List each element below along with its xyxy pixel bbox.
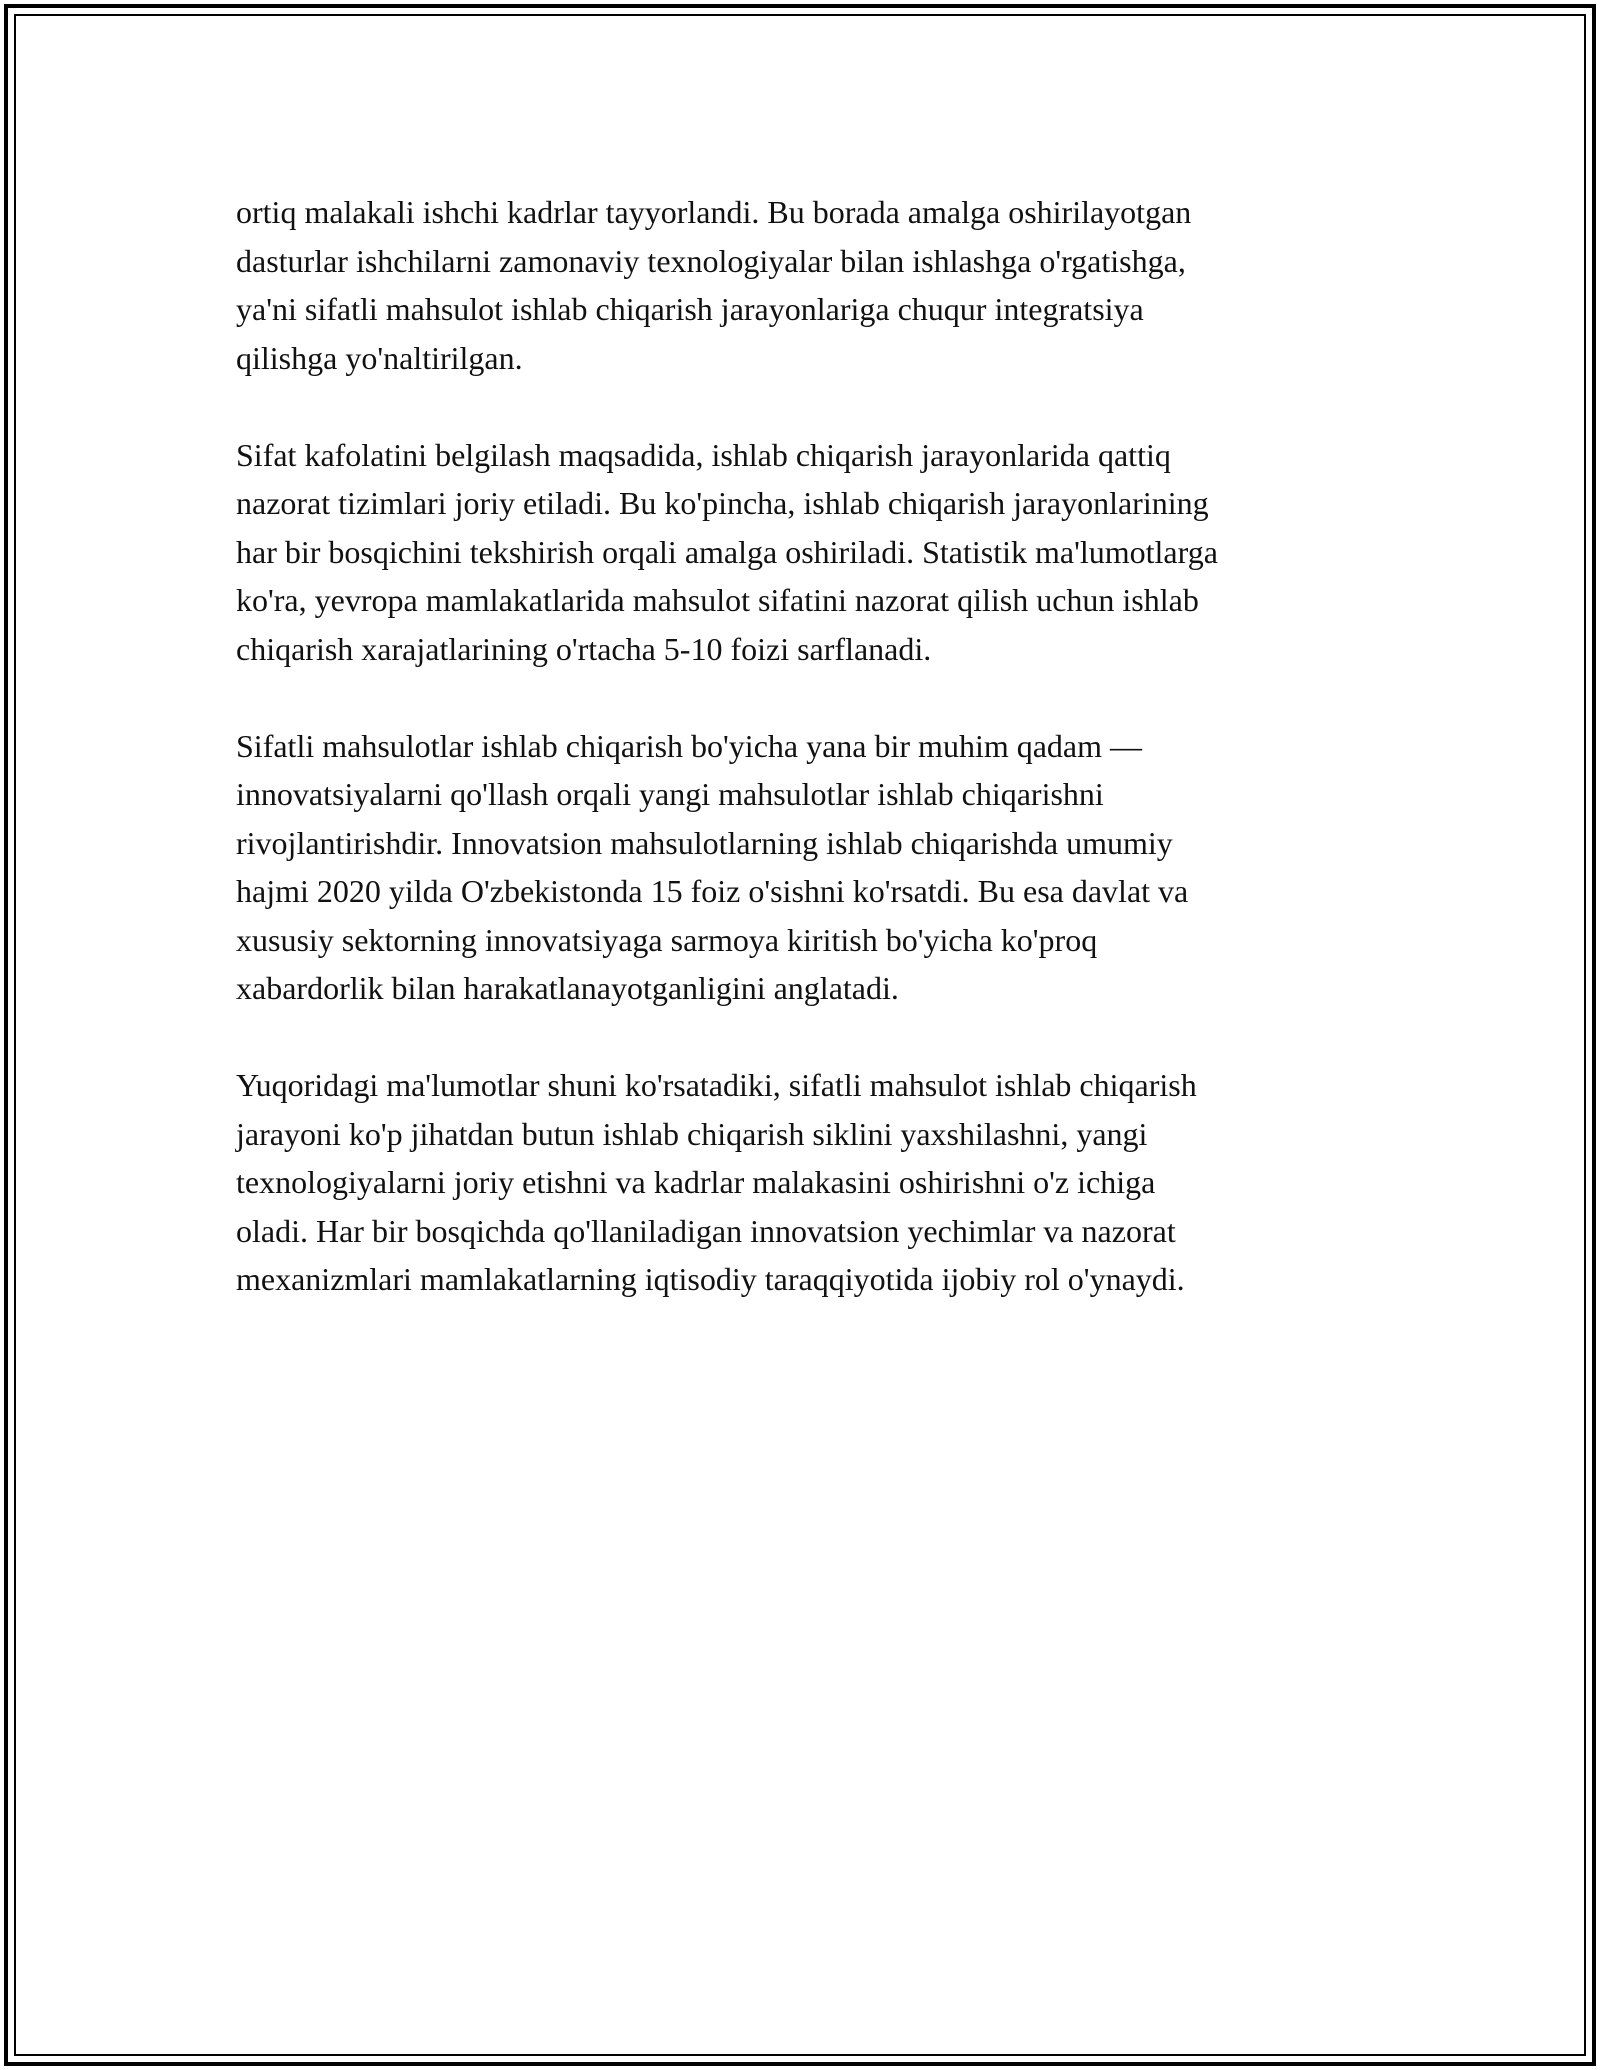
paragraph-3: Sifatli mahsulotlar ishlab chiqarish bo'yicha yana bir muhim qadam — innovatsiyalarni qo'llash orqali yangi mahsulotlar ishlab chiqarishni rivojlantirishdir. Innovatsion mahsulotlarning ishlab chiqarishda umumiy hajmi 2020 yilda O'zbekistonda 15 foiz o'sishni ko'rsatdi. Bu esa davlat va xususiy sektorning innovatsiyaga sarmoya kiritish bo'yicha ko'proq xabardorlik bilan harakatlanayotganligini anglatadi. [236,727,1189,1006]
paragraph-2: Sifat kafolatini belgilash maqsadida, ishlab chiqarish jarayonlarida qattiq nazorat tizimlari joriy etiladi. Bu ko'pincha, ishlab chiqarish jarayonlarining har bir bosqichini tekshirish orqali amalga oshiriladi. Statistik ma'lumotlarga ko'ra, yevropa mamlakatlarida mahsulot sifatini nazorat qilish uchun ishlab chiqarish xarajatlarining o'rtacha 5-10 foizi sarflanadi. [236,436,1218,667]
paragraph-1: ortiq malakali ishchi kadrlar tayyorlandi. Bu borada amalga oshirilayotgan dasturlar ishchilarni zamonaviy texnologiyalar bilan ishlashga o'rgatishga, ya'ni sifatli mahsulot ishlab chiqarish jarayonlariga chuqur integratsiya qilishga yo'naltirilgan. [236,194,1192,376]
paragraph-4: Yuqoridagi ma'lumotlar shuni ko'rsatadiki, sifatli mahsulot ishlab chiqarish jarayoni ko'p jihatdan butun ishlab chiqarish siklini yaxshilashni, yangi texnologiyalarni joriy etishni va kadrlar malakasini oshirishni o'z ichiga oladi. Har bir bosqichda qo'llaniladigan innovatsion yechimlar va nazorat mexanizmlari mamlakatlarning iqtisodiy taraqqiyotida ijobiy rol o'ynaydi. [236,1067,1197,1297]
document-body [236,188,1386,1352]
